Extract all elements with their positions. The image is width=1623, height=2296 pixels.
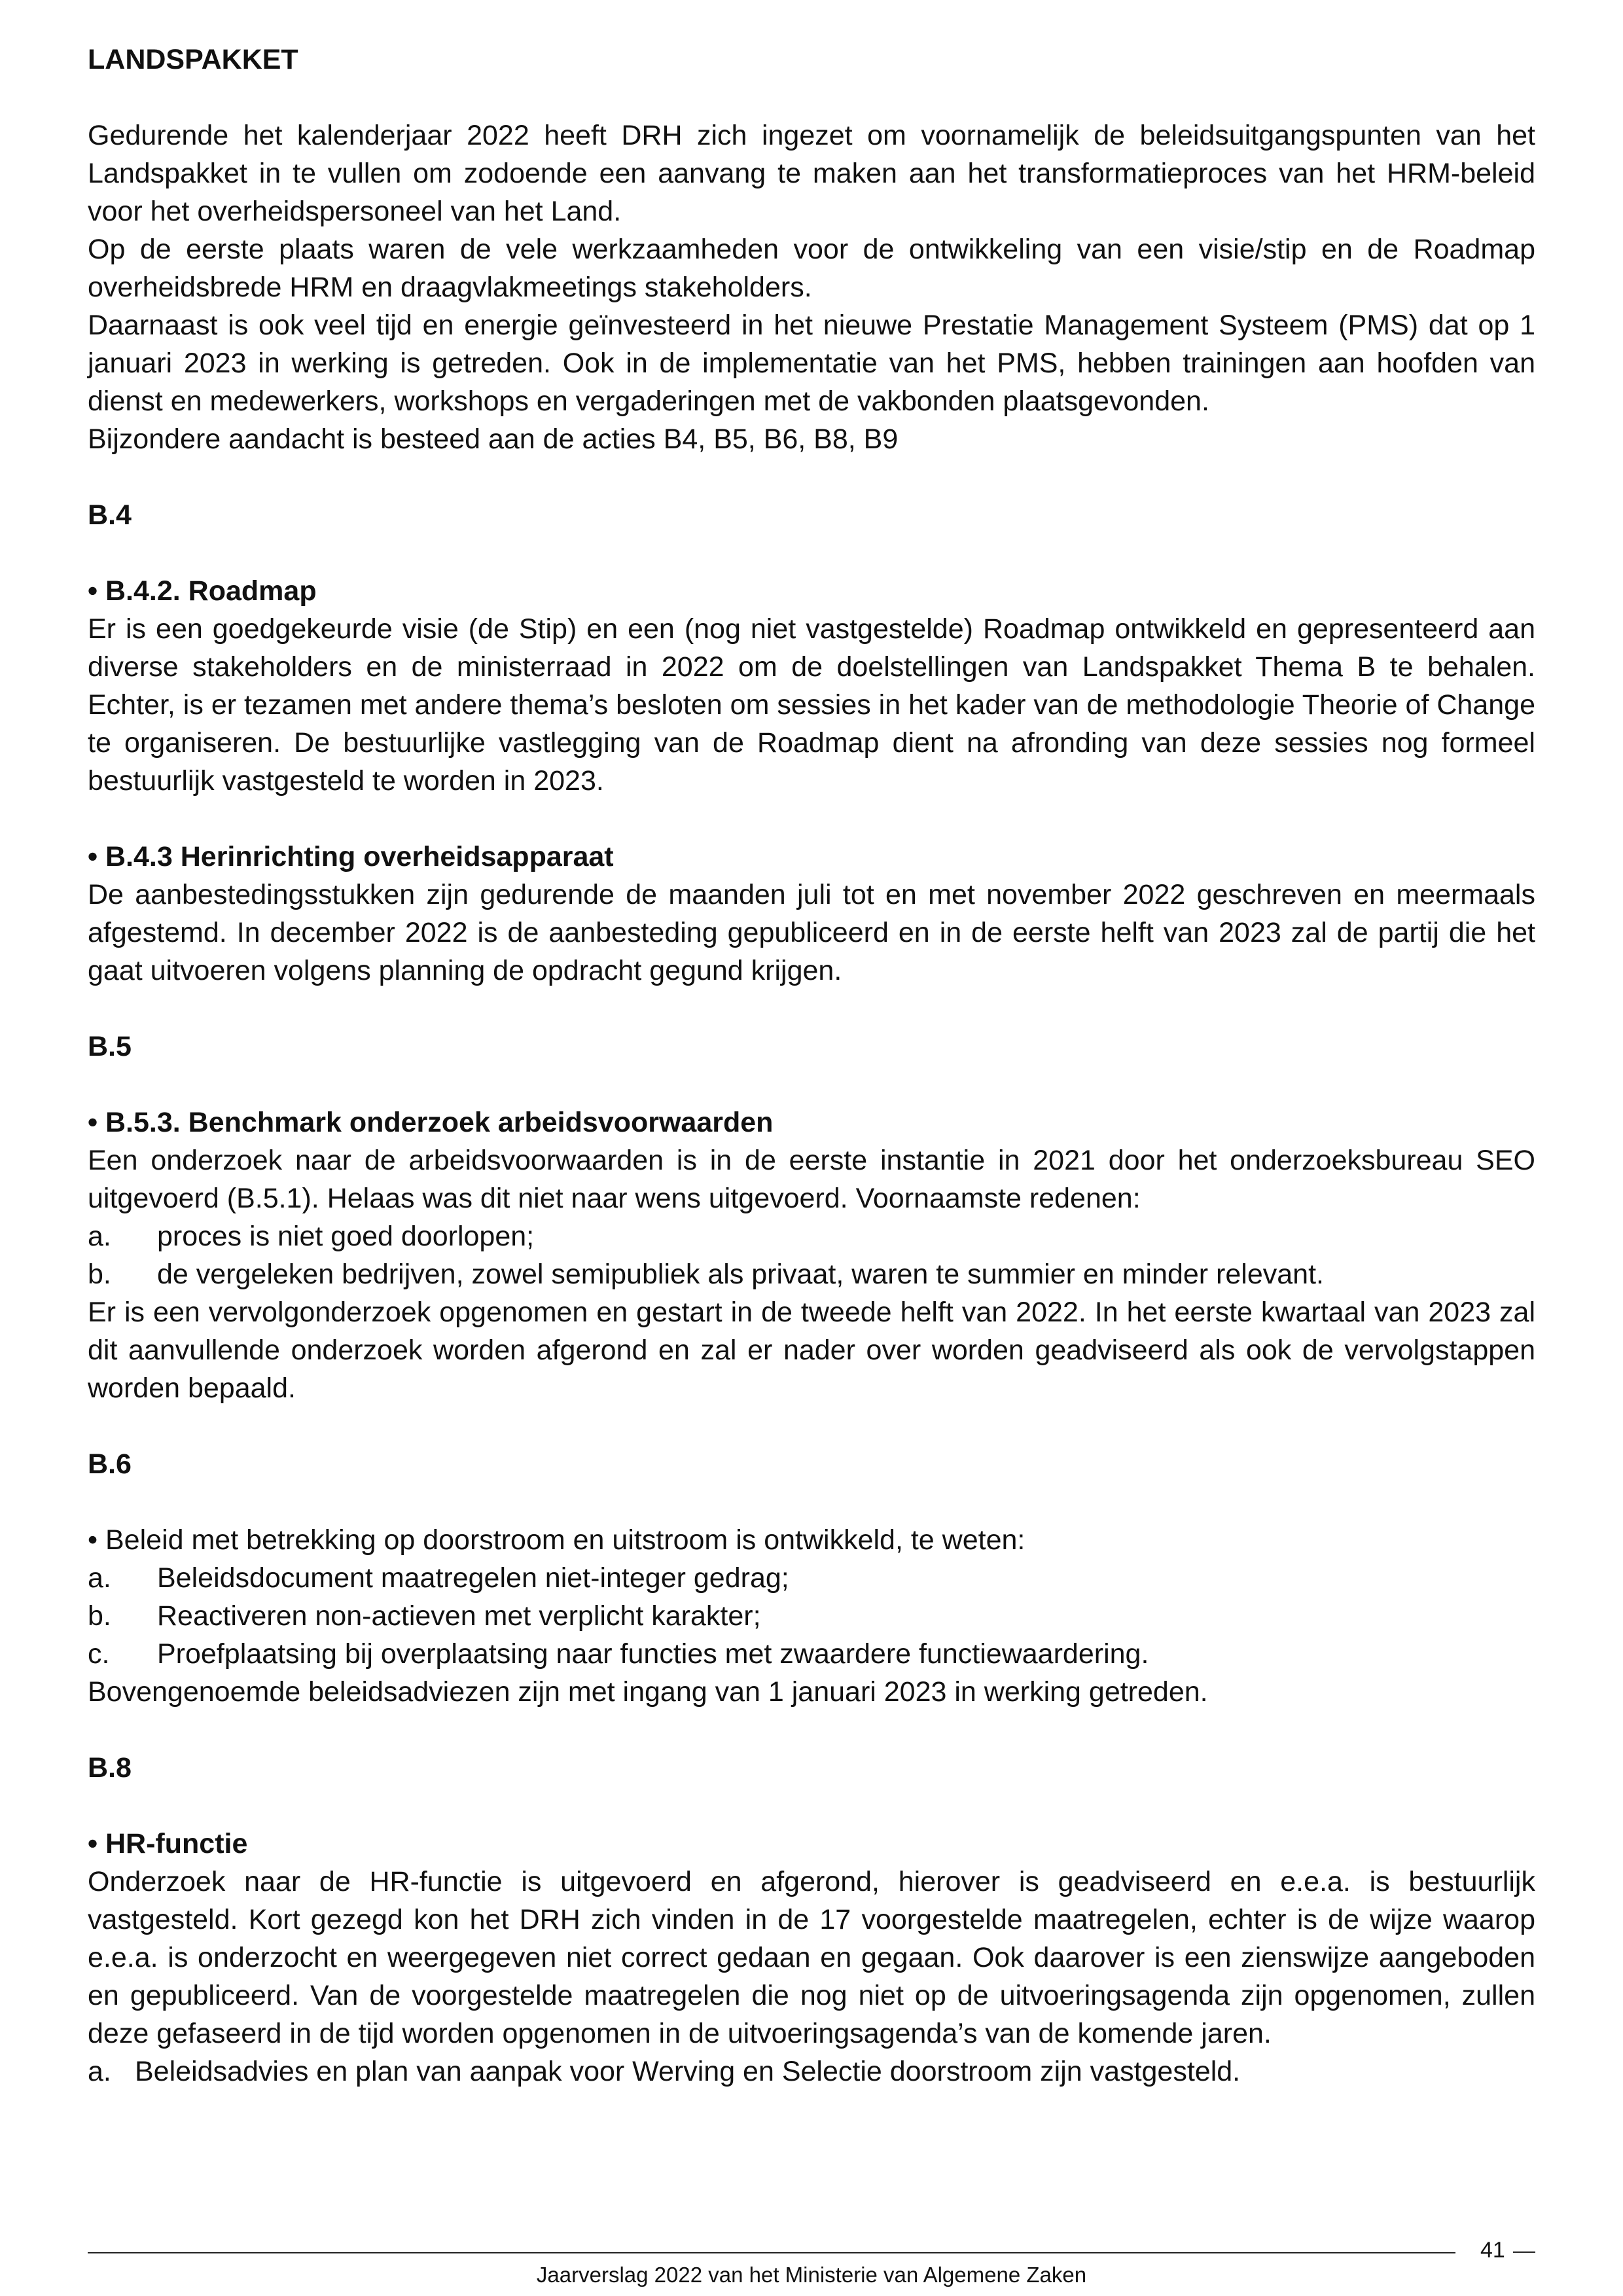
section-heading-b5: B.5 (88, 1031, 132, 1062)
section-heading-b8: B.8 (88, 1752, 132, 1784)
document-body (88, 41, 1535, 2090)
list-marker: c. (88, 1638, 110, 1670)
b6-after: Bovengenoemde beleidsadviezen zijn met ingang van 1 januari 2023 in werking getreden. (88, 1676, 1208, 1708)
list-marker: b. (88, 1259, 111, 1290)
page-number-dash (1513, 2251, 1535, 2253)
list-text: Beleidsadvies en plan van aanpak voor Werving en Selectie doorstroom zijn vastgesteld. (135, 2056, 1241, 2087)
list-item (88, 1255, 1535, 1293)
subsection-title-herinrichting: • B.4.3 Herinrichting overheidsapparaat (88, 841, 614, 872)
page-number: 41 (1480, 2238, 1505, 2263)
b6-intro: • Beleid met betrekking op doorstroom en uitstroom is ontwikkeld, te weten: (88, 1524, 1026, 1556)
intro-paragraph-4: Bijzondere aandacht is besteed aan de acties B4, B5, B6, B8, B9 (88, 423, 899, 455)
document-title: LANDSPAKKET (88, 44, 298, 75)
list-item (88, 1597, 1535, 1635)
list-marker: a. (88, 1221, 111, 1252)
list-marker: a. (88, 2056, 111, 2087)
benchmark-paragraph: Een onderzoek naar de arbeidsvoorwaarden is in de eerste instantie in 2021 door het onderzoeksbureau SEO uitgevoerd (B.5.1). Helaas was dit niet naar wens uitgevoerd. Voornaamste redenen: (88, 1145, 1535, 1214)
intro-paragraph-3: Daarnaast is ook veel tijd en energie geïnvesteerd in het nieuwe Prestatie Management Systeem (PMS) dat op 1 januari 2023 in werking is getreden. Ook in de implementatie van het PMS, hebben trainingen aan hoofden van dienst en medewerkers, workshops en vergaderingen met de vakbonden plaatsgevonden. (88, 310, 1535, 417)
benchmark-followup-paragraph: Er is een vervolgonderzoek opgenomen en gestart in de tweede helft van 2022. In het eerste kwartaal van 2023 zal dit aanvullende onderzoek worden afgerond en zal er nader over worden geadviseerd als ook de vervolgstappen worden bepaald. (88, 1297, 1535, 1404)
list-text: Beleidsdocument maatregelen niet-integer gedrag; (157, 1562, 789, 1594)
intro-paragraph-2: Op de eerste plaats waren de vele werkzaamheden voor de ontwikkeling van een visie/stip en de Roadmap overheidsbrede HRM en draagvlakmeetings stakeholders. (88, 234, 1535, 303)
footer-divider (88, 2252, 1455, 2253)
herinrichting-paragraph: De aanbestedingsstukken zijn gedurende de maanden juli tot en met november 2022 geschreven en meermaals afgestemd. In december 2022 is de aanbesteding gepubliceerd en in de eerste helft van 2023 zal de partij die het gaat uitvoeren volgens planning de opdracht gegund krijgen. (88, 879, 1535, 986)
roadmap-paragraph: Er is een goedgekeurde visie (de Stip) en een (nog niet vastgestelde) Roadmap ontwikkeld en gepresenteerd aan diverse stakeholders en de ministerraad in 2022 om de doelstellingen van Landspakket Thema B te behalen. Echter, is er tezamen met andere thema’s besloten om sessies in het kader van de methodologie Theorie of Change te organiseren. De bestuurlijke vastlegging van de Roadmap dient na afronding van deze sessies nog formeel bestuurlijk vastgesteld te worden in 2023. (88, 613, 1535, 797)
list-item (88, 1559, 1535, 1597)
list-item (88, 1635, 1535, 1673)
intro-paragraph-1: Gedurende het kalenderjaar 2022 heeft DRH zich ingezet om voornamelijk de beleidsuitgangspunten van het Landspakket in te vullen om zodoende een aanvang te maken aan het transformatieproces van het HRM-beleid voor het overheidspersoneel van het Land. (88, 120, 1535, 227)
list-item (88, 2053, 1535, 2090)
subsection-title-hr-functie: • HR-functie (88, 1828, 248, 1859)
section-heading-b4: B.4 (88, 499, 132, 531)
list-text: Proefplaatsing bij overplaatsing naar functies met zwaardere functiewaardering. (157, 1638, 1149, 1670)
list-marker: a. (88, 1562, 111, 1594)
section-heading-b6: B.6 (88, 1448, 132, 1480)
subsection-title-roadmap: • B.4.2. Roadmap (88, 575, 317, 607)
subsection-title-benchmark: • B.5.3. Benchmark onderzoek arbeidsvoorwaarden (88, 1107, 774, 1138)
list-text: de vergeleken bedrijven, zowel semipubliek als privaat, waren te summier en minder relevant. (157, 1259, 1324, 1290)
list-marker: b. (88, 1600, 111, 1632)
list-item (88, 1217, 1535, 1255)
hr-functie-paragraph: Onderzoek naar de HR-functie is uitgevoerd en afgerond, hierover is geadviseerd en e.e.a. is bestuurlijk vastgesteld. Kort gezegd kon het DRH zich vinden in de 17 voorgestelde maatregelen, echter is de wijze waarop e.e.a. is onderzocht en weergegeven niet correct gedaan en gegaan. Ook daarover is een zienswijze aangeboden en gepubliceerd. Van de voorgestelde maatregelen die nog niet op de uitvoeringsagenda zijn opgenomen, zullen deze gefaseerd in de tijd worden opgenomen in de uitvoeringsagenda’s van de komende jaren. (88, 1866, 1535, 2049)
footer-text: Jaarverslag 2022 van het Ministerie van Algemene Zaken (536, 2263, 1087, 2287)
list-text: Reactiveren non-actieven met verplicht karakter; (157, 1600, 761, 1632)
list-text: proces is niet goed doorlopen; (157, 1221, 535, 1252)
